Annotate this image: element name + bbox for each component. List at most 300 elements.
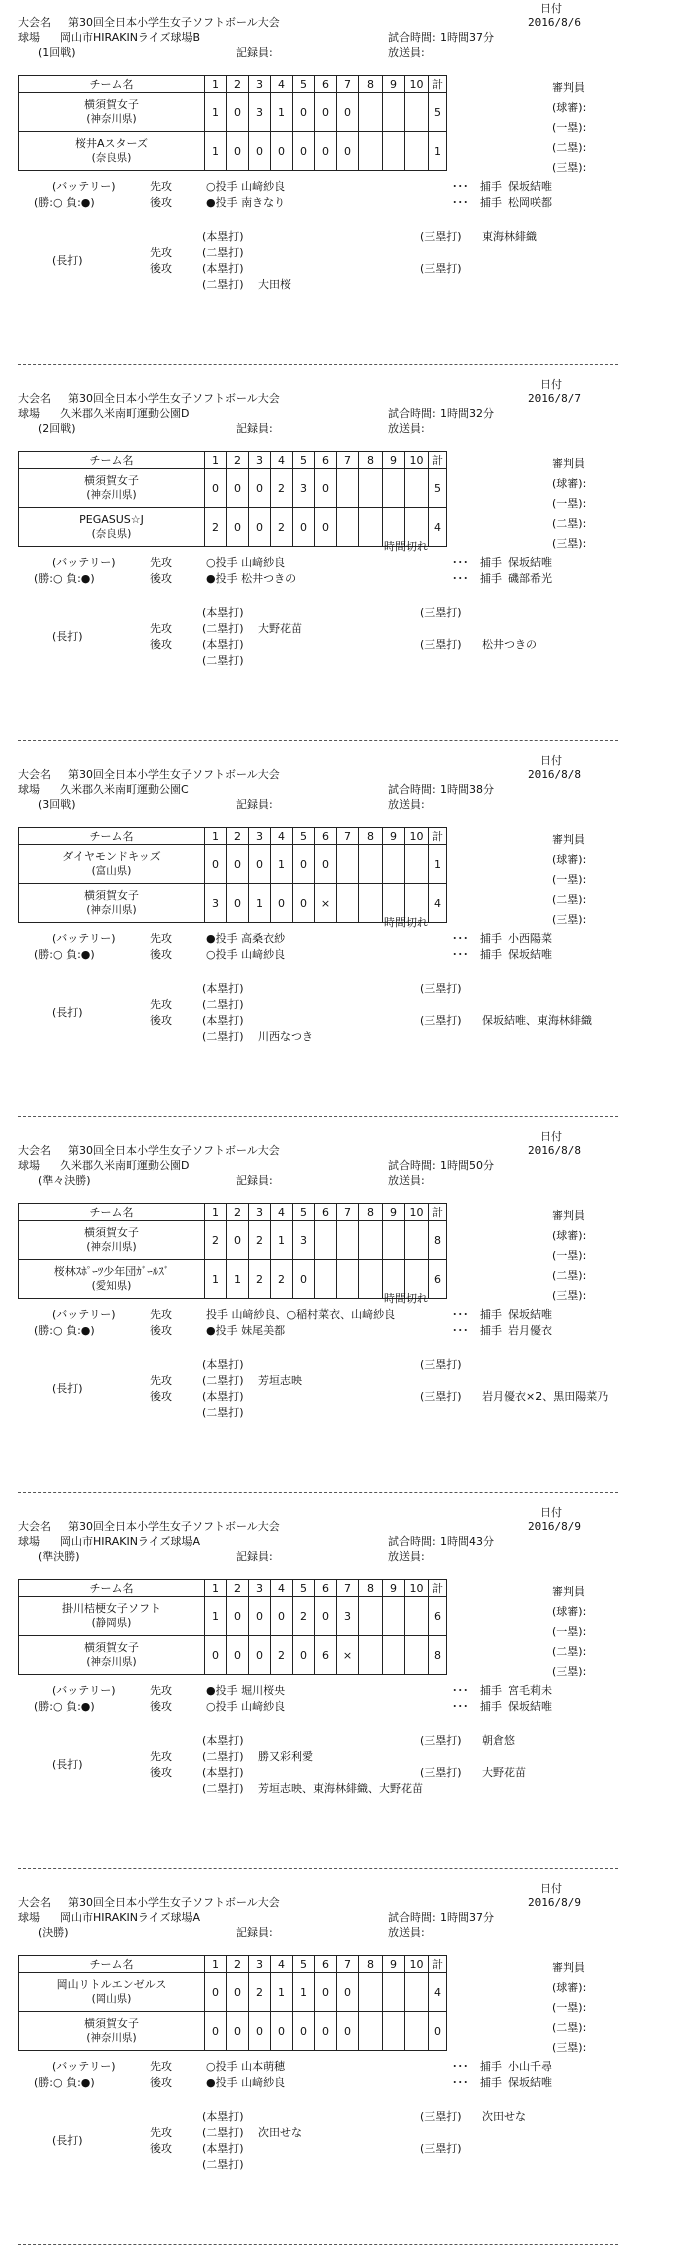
- game-scorecard: [0, 1128, 694, 1504]
- inning-header: 8: [359, 1580, 383, 1597]
- tournament-label: 大会名: [18, 1896, 51, 1909]
- inning-score: 0: [315, 1973, 337, 2012]
- date-label: 日付: [540, 1882, 562, 1895]
- team-prefecture: (岡山県): [91, 1993, 132, 2005]
- first-pitcher: 投手 山﨑紗良、○稲村菜衣、山﨑紗良: [206, 1308, 396, 1321]
- second-pitcher: ●投手 山﨑紗良: [206, 2076, 286, 2089]
- broadcaster-label: 放送員:: [388, 422, 425, 435]
- inning-score: 1: [205, 93, 227, 132]
- inning-header: 7: [337, 1580, 359, 1597]
- second-pitcher: ○投手 山﨑紗良: [206, 1700, 286, 1713]
- inning-score: 1: [249, 884, 271, 923]
- longhits-label: (長打): [52, 1758, 83, 1771]
- inning-score: 0: [227, 508, 249, 547]
- inning-score: 0: [227, 1973, 249, 2012]
- team-cell: [19, 93, 205, 132]
- longhits-label: (長打): [52, 2134, 83, 2147]
- inning-header: 2: [227, 1580, 249, 1597]
- inning-header: 7: [337, 828, 359, 845]
- inning-score: 0: [315, 2012, 337, 2051]
- tournament-label: 大会名: [18, 768, 51, 781]
- inning-header: 4: [271, 1580, 293, 1597]
- catcher-label: 捕手: [480, 2060, 502, 2073]
- inning-score: 2: [271, 469, 293, 508]
- battery-dots: ･･･: [452, 2076, 469, 2089]
- umpire-list: [552, 1958, 586, 2058]
- team-prefecture: (富山県): [91, 865, 132, 877]
- second-batting-label: 後攻: [150, 1390, 172, 1403]
- inning-score: [315, 1260, 337, 1299]
- inning-score: 0: [337, 93, 359, 132]
- inning-score: 1: [271, 93, 293, 132]
- inning-score: [337, 508, 359, 547]
- first-triple-label: (三塁打): [420, 2110, 462, 2123]
- inning-score: 0: [315, 93, 337, 132]
- inning-score: 3: [249, 93, 271, 132]
- game-scorecard: [0, 1504, 694, 1880]
- team-cell: [19, 469, 205, 508]
- second-batting-label: 後攻: [150, 1014, 172, 1027]
- time-limit-note: 時間切れ: [384, 1292, 428, 1305]
- first-hr-label: (本塁打): [202, 982, 244, 995]
- second-double-label: (二塁打): [202, 1782, 244, 1795]
- first-double-label: (二塁打): [202, 1750, 244, 1763]
- inning-score: 0: [227, 884, 249, 923]
- first-triple-label: (三塁打): [420, 982, 462, 995]
- win-loss-legend: (勝:○ 負:●): [34, 1324, 95, 1337]
- second-batting-label: 後攻: [150, 1700, 172, 1713]
- game-scorecard: [0, 0, 694, 376]
- inning-header: 1: [205, 452, 227, 469]
- inning-header: 2: [227, 1956, 249, 1973]
- score-header-row: [19, 1956, 447, 1973]
- first-catcher: 小西陽菜: [508, 932, 552, 945]
- battery-label: (バッテリー): [52, 1308, 116, 1321]
- inning-score: 0: [315, 508, 337, 547]
- inning-header: 10: [405, 1204, 429, 1221]
- first-base-umpire-label: (一塁):: [552, 2001, 587, 2014]
- first-double-value: 大野花苗: [258, 622, 302, 635]
- section-divider: [18, 740, 618, 741]
- broadcaster-label: 放送員:: [388, 46, 425, 59]
- inning-score: 1: [227, 1260, 249, 1299]
- win-loss-legend: (勝:○ 負:●): [34, 196, 95, 209]
- inning-score: 0: [227, 1636, 249, 1675]
- longhits-label: (長打): [52, 254, 83, 267]
- tournament-name: 第30回全日本小学生女子ソフトボール大会: [68, 768, 280, 781]
- section-divider: [18, 1868, 618, 1869]
- team-column-header: チーム名: [19, 452, 205, 469]
- inning-score: [383, 1973, 405, 2012]
- second-triple-value: 松井つきの: [482, 638, 537, 651]
- second-hr-label: (本塁打): [202, 1014, 244, 1027]
- second-triple-label: (三塁打): [420, 1390, 462, 1403]
- first-double-value: 勝又彩利愛: [258, 1750, 313, 1763]
- team-prefecture: (神奈川県): [86, 2032, 137, 2044]
- battery-label: (バッテリー): [52, 1684, 116, 1697]
- team-name: 横須賀女子: [84, 98, 139, 111]
- inning-header: 3: [249, 828, 271, 845]
- second-double-value: 大田桜: [258, 278, 291, 291]
- first-base-umpire-label: (一塁):: [552, 1249, 587, 1262]
- team-row: [19, 1221, 447, 1260]
- plate-umpire-label: (球審):: [552, 101, 587, 114]
- inning-score: 0: [337, 2012, 359, 2051]
- inning-score: 0: [227, 1221, 249, 1260]
- section-divider: [18, 1116, 618, 1117]
- inning-score: [405, 2012, 429, 2051]
- inning-header: 5: [293, 76, 315, 93]
- inning-header: 6: [315, 452, 337, 469]
- inning-score: [359, 884, 383, 923]
- inning-header: 7: [337, 1204, 359, 1221]
- venue-label: 球場: [18, 783, 40, 796]
- game-duration: 1時間43分: [440, 1535, 494, 1548]
- team-column-header: チーム名: [19, 1956, 205, 1973]
- inning-score: 0: [227, 132, 249, 171]
- longhits-label: (長打): [52, 1382, 83, 1395]
- battery-label: (バッテリー): [52, 932, 116, 945]
- battery-dots: ･･･: [452, 1684, 469, 1697]
- team-name: 掛川桔梗女子ソフト: [62, 1602, 161, 1615]
- recorder-label: 記録員:: [236, 798, 273, 811]
- team-prefecture: (神奈川県): [86, 113, 137, 125]
- inning-score: [337, 884, 359, 923]
- time-limit-note: 時間切れ: [384, 540, 428, 553]
- win-loss-legend: (勝:○ 負:●): [34, 572, 95, 585]
- team-row: [19, 1973, 447, 2012]
- plate-umpire-label: (球審):: [552, 477, 587, 490]
- inning-score: 1: [271, 1221, 293, 1260]
- first-batting-label: 先攻: [150, 1684, 172, 1697]
- inning-score: [405, 1221, 429, 1260]
- venue-label: 球場: [18, 1911, 40, 1924]
- inning-score: [359, 132, 383, 171]
- inning-header: 1: [205, 1204, 227, 1221]
- inning-score: [383, 2012, 405, 2051]
- umpire-heading: 審判員: [552, 81, 585, 94]
- recorder-label: 記録員:: [236, 46, 273, 59]
- game-date: 2016/8/7: [528, 392, 581, 405]
- inning-score: 0: [315, 845, 337, 884]
- total-score: 8: [429, 1221, 447, 1260]
- game-duration: 1時間37分: [440, 1911, 494, 1924]
- first-double-value: 次田せな: [258, 2126, 302, 2139]
- inning-score: 0: [227, 469, 249, 508]
- venue-label: 球場: [18, 1159, 40, 1172]
- venue-name: 岡山市HIRAKINライズ球場B: [60, 31, 201, 44]
- catcher-label: 捕手: [480, 196, 502, 209]
- team-row: [19, 469, 447, 508]
- game-date: 2016/8/8: [528, 768, 581, 781]
- total-score: 4: [429, 508, 447, 547]
- catcher-label: 捕手: [480, 932, 502, 945]
- inning-score: 1: [271, 845, 293, 884]
- battery-dots: ･･･: [452, 556, 469, 569]
- total-column-header: 計: [429, 76, 447, 93]
- time-limit-note: 時間切れ: [384, 916, 428, 929]
- catcher-label: 捕手: [480, 1684, 502, 1697]
- first-catcher: 保坂結唯: [508, 556, 552, 569]
- date-label: 日付: [540, 1506, 562, 1519]
- inning-header: 10: [405, 452, 429, 469]
- inning-score: 0: [205, 2012, 227, 2051]
- inning-score: [359, 508, 383, 547]
- team-name: 桜林ｽﾎﾟｰﾂ少年団ｶﾞｰﾙｽﾞ: [53, 1265, 170, 1278]
- second-hr-label: (本塁打): [202, 2142, 244, 2155]
- inning-score: [359, 1221, 383, 1260]
- battery-dots: ･･･: [452, 1324, 469, 1337]
- inning-score: 0: [227, 845, 249, 884]
- umpire-list: [552, 1206, 586, 1306]
- inning-score: 2: [271, 508, 293, 547]
- inning-score: 0: [249, 2012, 271, 2051]
- team-name: 横須賀女子: [84, 889, 139, 902]
- first-batting-label: 先攻: [150, 622, 172, 635]
- second-catcher: 保坂結唯: [508, 948, 552, 961]
- second-batting-label: 後攻: [150, 196, 172, 209]
- inning-score: 1: [293, 1973, 315, 2012]
- team-row: [19, 1260, 447, 1299]
- inning-score: 0: [315, 132, 337, 171]
- second-double-label: (二塁打): [202, 1030, 244, 1043]
- second-catcher: 保坂結唯: [508, 2076, 552, 2089]
- inning-header: 8: [359, 828, 383, 845]
- section-divider: [18, 1492, 618, 1493]
- second-base-umpire-label: (二塁):: [552, 893, 587, 906]
- score-table: [18, 1203, 447, 1299]
- total-score: 5: [429, 93, 447, 132]
- team-name: 桜井Aスターズ: [75, 137, 148, 150]
- tournament-name: 第30回全日本小学生女子ソフトボール大会: [68, 392, 280, 405]
- second-double-label: (二塁打): [202, 278, 244, 291]
- team-name: 横須賀女子: [84, 1226, 139, 1239]
- first-pitcher: ○投手 山本萌穂: [206, 2060, 286, 2073]
- first-triple-value: 東海林緋織: [482, 230, 537, 243]
- second-double-label: (二塁打): [202, 654, 244, 667]
- total-score: 8: [429, 1636, 447, 1675]
- recorder-label: 記録員:: [236, 422, 273, 435]
- third-base-umpire-label: (三塁):: [552, 2041, 587, 2054]
- umpire-heading: 審判員: [552, 1209, 585, 1222]
- total-score: 1: [429, 132, 447, 171]
- third-base-umpire-label: (三塁):: [552, 1665, 587, 1678]
- tournament-label: 大会名: [18, 1144, 51, 1157]
- inning-header: 9: [383, 1204, 405, 1221]
- first-triple-label: (三塁打): [420, 1734, 462, 1747]
- second-triple-value: 保坂結唯、東海林緋織: [482, 1014, 592, 1027]
- score-header-row: [19, 828, 447, 845]
- inning-score: 2: [249, 1260, 271, 1299]
- broadcaster-label: 放送員:: [388, 1174, 425, 1187]
- first-base-umpire-label: (一塁):: [552, 873, 587, 886]
- date-label: 日付: [540, 754, 562, 767]
- inning-header: 1: [205, 1580, 227, 1597]
- second-double-value: 川西なつき: [258, 1030, 313, 1043]
- second-pitcher: ●投手 松井つきの: [206, 572, 297, 585]
- tournament-name: 第30回全日本小学生女子ソフトボール大会: [68, 1520, 280, 1533]
- inning-score: 0: [293, 93, 315, 132]
- team-cell: [19, 2012, 205, 2051]
- first-batting-label: 先攻: [150, 2060, 172, 2073]
- team-row: [19, 845, 447, 884]
- inning-score: [383, 93, 405, 132]
- catcher-label: 捕手: [480, 1308, 502, 1321]
- longhits-label: (長打): [52, 1006, 83, 1019]
- second-hr-label: (本塁打): [202, 638, 244, 651]
- inning-score: [405, 93, 429, 132]
- team-name: 岡山リトルエンゼルス: [56, 1978, 167, 1991]
- team-prefecture: (静岡県): [91, 1617, 132, 1629]
- catcher-label: 捕手: [480, 1700, 502, 1713]
- battery-dots: ･･･: [452, 932, 469, 945]
- game-date: 2016/8/8: [528, 1144, 581, 1157]
- team-name: 横須賀女子: [84, 2017, 139, 2030]
- inning-score: 3: [293, 469, 315, 508]
- inning-score: 0: [271, 2012, 293, 2051]
- inning-score: 0: [205, 1636, 227, 1675]
- inning-header: 4: [271, 1956, 293, 1973]
- team-row: [19, 132, 447, 171]
- recorder-label: 記録員:: [236, 1926, 273, 1939]
- inning-score: ×: [337, 1636, 359, 1675]
- battery-dots: ･･･: [452, 572, 469, 585]
- date-label: 日付: [540, 2, 562, 15]
- second-double-value: 芳垣志映、東海林緋織、大野花苗: [258, 1782, 423, 1795]
- umpire-heading: 審判員: [552, 1585, 585, 1598]
- battery-dots: ･･･: [452, 196, 469, 209]
- tournament-label: 大会名: [18, 392, 51, 405]
- first-triple-label: (三塁打): [420, 230, 462, 243]
- inning-header: 8: [359, 1204, 383, 1221]
- inning-score: [337, 845, 359, 884]
- umpire-heading: 審判員: [552, 833, 585, 846]
- total-column-header: 計: [429, 1956, 447, 1973]
- inning-header: 2: [227, 76, 249, 93]
- venue-name: 久米郡久米南町運動公園C: [60, 783, 189, 796]
- second-pitcher: ○投手 山﨑紗良: [206, 948, 286, 961]
- first-double-label: (二塁打): [202, 1374, 244, 1387]
- team-prefecture: (神奈川県): [86, 1241, 137, 1253]
- inning-score: 0: [227, 1597, 249, 1636]
- inning-score: 2: [249, 1973, 271, 2012]
- inning-score: 2: [271, 1260, 293, 1299]
- inning-header: 3: [249, 1204, 271, 1221]
- inning-score: [405, 1636, 429, 1675]
- battery-label: (バッテリー): [52, 180, 116, 193]
- umpire-list: [552, 830, 586, 930]
- section-divider: [18, 364, 618, 365]
- inning-score: [405, 1597, 429, 1636]
- tournament-name: 第30回全日本小学生女子ソフトボール大会: [68, 1896, 280, 1909]
- first-pitcher: ○投手 山﨑紗良: [206, 556, 286, 569]
- inning-score: 3: [205, 884, 227, 923]
- total-column-header: 計: [429, 1580, 447, 1597]
- total-column-header: 計: [429, 828, 447, 845]
- inning-score: 0: [337, 1973, 359, 2012]
- catcher-label: 捕手: [480, 572, 502, 585]
- team-cell: [19, 1260, 205, 1299]
- recorder-label: 記録員:: [236, 1550, 273, 1563]
- duration-label: 試合時間:: [388, 31, 436, 44]
- second-base-umpire-label: (二塁):: [552, 1645, 587, 1658]
- win-loss-legend: (勝:○ 負:●): [34, 2076, 95, 2089]
- battery-label: (バッテリー): [52, 2060, 116, 2073]
- first-pitcher: ●投手 堀川桜央: [206, 1684, 286, 1697]
- win-loss-legend: (勝:○ 負:●): [34, 948, 95, 961]
- team-prefecture: (奈良県): [91, 528, 132, 540]
- date-label: 日付: [540, 378, 562, 391]
- team-column-header: チーム名: [19, 76, 205, 93]
- first-batting-label: 先攻: [150, 1308, 172, 1321]
- first-batting-label: 先攻: [150, 180, 172, 193]
- inning-header: 8: [359, 76, 383, 93]
- battery-dots: ･･･: [452, 1700, 469, 1713]
- inning-header: 9: [383, 828, 405, 845]
- round-label: (2回戦): [38, 422, 76, 435]
- battery-dots: ･･･: [452, 948, 469, 961]
- inning-header: 7: [337, 76, 359, 93]
- inning-header: 3: [249, 76, 271, 93]
- inning-header: 8: [359, 452, 383, 469]
- team-row: [19, 1636, 447, 1675]
- broadcaster-label: 放送員:: [388, 1926, 425, 1939]
- score-table: [18, 1955, 447, 2051]
- inning-header: 7: [337, 452, 359, 469]
- inning-score: 0: [249, 1597, 271, 1636]
- inning-score: [383, 1597, 405, 1636]
- inning-score: 1: [205, 1597, 227, 1636]
- inning-score: 0: [315, 469, 337, 508]
- round-label: (準々決勝): [38, 1174, 91, 1187]
- team-row: [19, 93, 447, 132]
- inning-score: 2: [205, 1221, 227, 1260]
- battery-label: (バッテリー): [52, 556, 116, 569]
- inning-header: 9: [383, 76, 405, 93]
- inning-score: 0: [205, 845, 227, 884]
- team-cell: [19, 884, 205, 923]
- team-cell: [19, 132, 205, 171]
- second-batting-label: 後攻: [150, 1766, 172, 1779]
- inning-score: 0: [315, 1597, 337, 1636]
- first-double-label: (二塁打): [202, 622, 244, 635]
- second-triple-label: (三塁打): [420, 1766, 462, 1779]
- inning-header: 1: [205, 1956, 227, 1973]
- inning-score: 0: [293, 508, 315, 547]
- catcher-label: 捕手: [480, 180, 502, 193]
- team-name: 横須賀女子: [84, 1641, 139, 1654]
- second-triple-value: 岩月優衣×2、黒田陽菜乃: [482, 1390, 609, 1403]
- first-hr-label: (本塁打): [202, 606, 244, 619]
- first-batting-label: 先攻: [150, 246, 172, 259]
- first-catcher: 保坂結唯: [508, 1308, 552, 1321]
- plate-umpire-label: (球審):: [552, 853, 587, 866]
- umpire-heading: 審判員: [552, 1961, 585, 1974]
- catcher-label: 捕手: [480, 2076, 502, 2089]
- total-score: 4: [429, 884, 447, 923]
- inning-header: 10: [405, 1956, 429, 1973]
- inning-header: 2: [227, 452, 249, 469]
- game-date: 2016/8/9: [528, 1520, 581, 1533]
- inning-header: 4: [271, 1204, 293, 1221]
- second-base-umpire-label: (二塁):: [552, 2021, 587, 2034]
- total-score: 4: [429, 1973, 447, 2012]
- total-column-header: 計: [429, 452, 447, 469]
- inning-score: 1: [271, 1973, 293, 2012]
- longhits-label: (長打): [52, 630, 83, 643]
- first-hr-label: (本塁打): [202, 2110, 244, 2123]
- inning-score: [359, 1636, 383, 1675]
